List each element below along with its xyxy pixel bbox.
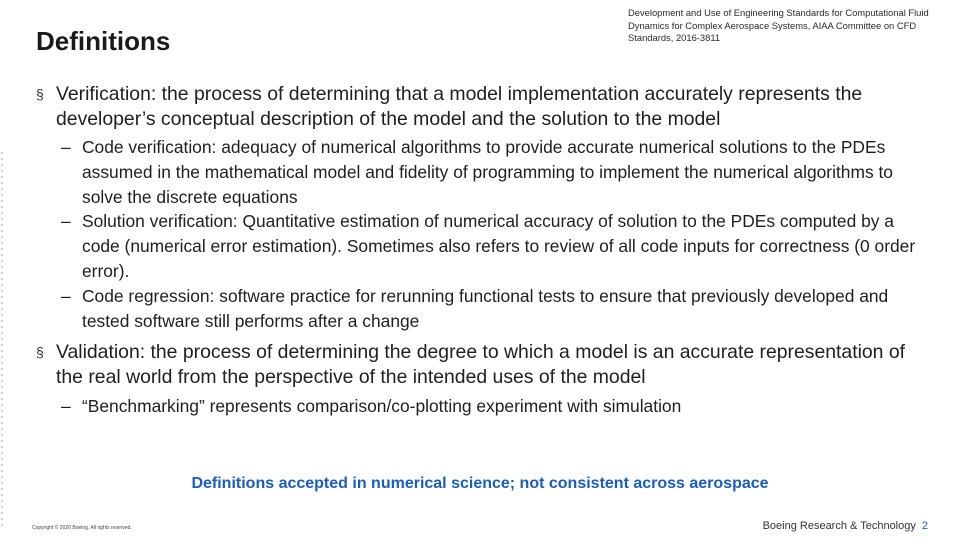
edge-dot-pattern	[0, 150, 4, 530]
sub-bullet-text: Solution verification: Quantitative estimation of numerical accuracy of solution to the PDEs computed by a code (numerical error estimation). Sometimes also refers to review of all code inputs for correctness (0 order error).	[82, 211, 916, 281]
bullet-text: Validation: the process of determining the degree to which a model is an accurate representation of the real world from the perspective of the intended uses of the model	[56, 341, 906, 388]
citation-text: Development and Use of Engineering Standards for Computational Fluid Dynamics for Complex Aerospace Systems, AIAA Committee on CFD Standards, 2016-3811	[628, 7, 929, 44]
bullet-marker: §	[36, 344, 44, 361]
sub-bullet-code-regression	[61, 284, 936, 334]
sub-bullet-benchmarking	[61, 394, 936, 419]
dash-marker: –	[61, 211, 71, 232]
sub-bullet-solution-verification	[61, 209, 936, 283]
bullet-verification	[36, 82, 936, 131]
sub-bullet-code-verification	[61, 135, 936, 209]
sub-bullet-text: “Benchmarking” represents comparison/co-plotting experiment with simulation	[82, 396, 682, 417]
footer-org: Boeing Research & Technology	[762, 520, 916, 532]
slide-content	[36, 82, 936, 419]
bullet-validation	[36, 340, 936, 389]
slide-title: Definitions	[36, 26, 171, 56]
bullet-text: Verification: the process of determining that a model implementation accurately represents the developer’s conceptual description of the model and the solution to the model	[56, 83, 863, 130]
dash-marker: –	[61, 396, 71, 417]
dash-marker: –	[61, 137, 71, 157]
sub-bullet-text: Code regression: software practice for rerunning functional tests to ensure that previously developed and tested software still performs after a change	[82, 285, 889, 331]
sub-bullet-text: Code verification: adequacy of numerical algorithms to provide accurate numerical solutions to the PDEs assumed in the mathematical model and fidelity of programming to implement the numerical algorithms to solve the discrete equations	[82, 137, 893, 207]
page-number: 2	[921, 520, 928, 532]
bullet-marker: §	[36, 86, 44, 102]
footer-right	[763, 520, 928, 532]
dash-marker: –	[61, 285, 71, 306]
callout-text: Definitions accepted in numerical science; not consistent across aerospace	[191, 475, 769, 492]
copyright-text: Copyright © 2020 Boeing. All rights reserved.	[32, 525, 132, 531]
